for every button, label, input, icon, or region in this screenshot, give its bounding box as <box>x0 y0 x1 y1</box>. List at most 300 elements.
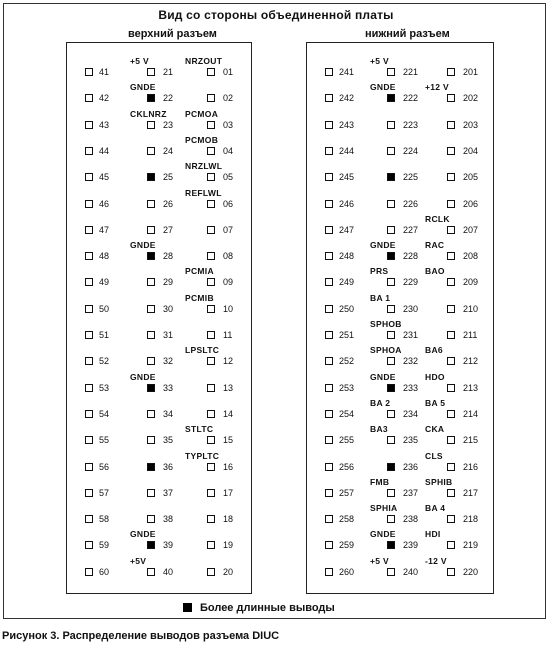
pin-number: 205 <box>463 172 479 183</box>
pin-square <box>325 515 333 523</box>
pin-number: 249 <box>339 277 355 288</box>
pin-number: 248 <box>339 251 355 262</box>
pin-number: 07 <box>223 224 234 235</box>
pin-number: 247 <box>339 224 355 235</box>
pin-number: 219 <box>463 540 479 551</box>
pin-square <box>447 568 455 576</box>
pin-square <box>207 121 215 129</box>
lower-pin-row <box>307 424 493 450</box>
pin-square <box>207 200 215 208</box>
long-pin-square <box>147 252 155 260</box>
pin-square <box>387 278 395 286</box>
signal-label: GNDE <box>130 82 156 93</box>
pin-square <box>325 121 333 129</box>
pin-number: 02 <box>223 93 234 104</box>
lower-pin-row <box>307 555 493 582</box>
pin-number: 44 <box>99 145 110 156</box>
pin-number: 212 <box>463 356 479 367</box>
pin-number: 224 <box>403 145 419 156</box>
pin-square <box>447 489 455 497</box>
signal-label: +5 V <box>370 555 389 566</box>
pin-square <box>207 94 215 102</box>
pin-square <box>325 173 333 181</box>
pin-number: 244 <box>339 145 355 156</box>
pin-square <box>387 568 395 576</box>
long-pin-square <box>147 94 155 102</box>
figure-title: Вид со стороны объединенной платы <box>158 8 394 22</box>
pin-number: 33 <box>163 382 174 393</box>
pin-square <box>147 68 155 76</box>
pin-square <box>147 515 155 523</box>
pin-number: 36 <box>163 461 174 472</box>
pin-number: 253 <box>339 382 355 393</box>
pin-number: 223 <box>403 119 419 130</box>
pin-square <box>325 541 333 549</box>
pin-square <box>207 278 215 286</box>
lower-pin-row <box>307 196 493 214</box>
signal-label: RCLK <box>425 213 450 224</box>
signal-label: +12 V <box>425 82 449 93</box>
pin-square <box>325 226 333 234</box>
pin-square <box>147 305 155 313</box>
pin-number: 227 <box>403 224 419 235</box>
pin-number: 240 <box>403 566 419 577</box>
lower-pin-row <box>307 529 493 555</box>
long-pin-square <box>147 384 155 392</box>
pin-number: 254 <box>339 408 355 419</box>
pin-number: 243 <box>339 119 355 130</box>
pin-number: 218 <box>463 514 479 525</box>
upper-pin-row <box>67 292 251 319</box>
upper-pin-row <box>67 371 251 398</box>
lower-pin-row <box>307 240 493 266</box>
long-pin-square <box>387 252 395 260</box>
pin-square <box>147 410 155 418</box>
upper-pin-row <box>67 266 251 292</box>
pin-number: 232 <box>403 356 419 367</box>
pin-number: 59 <box>99 540 110 551</box>
pin-square <box>147 489 155 497</box>
signal-label: GNDE <box>370 82 396 93</box>
pin-square <box>147 331 155 339</box>
right-connector-header: нижний разъем <box>365 28 450 40</box>
pin-square <box>85 541 93 549</box>
signal-label: PCMOA <box>185 108 219 119</box>
pin-square <box>447 68 455 76</box>
pin-number: 53 <box>99 382 110 393</box>
pin-square <box>325 94 333 102</box>
pin-number: 15 <box>223 435 234 446</box>
pin-square <box>447 410 455 418</box>
long-pin-square <box>147 541 155 549</box>
pin-square <box>207 357 215 365</box>
pin-square <box>325 252 333 260</box>
pin-number: 39 <box>163 540 174 551</box>
pin-square <box>207 68 215 76</box>
pin-number: 211 <box>463 330 478 340</box>
signal-label: BA3 <box>370 424 388 435</box>
pin-number: 238 <box>403 514 419 525</box>
pin-square <box>447 463 455 471</box>
pin-number: 40 <box>163 566 174 577</box>
pin-square <box>207 384 215 392</box>
pin-number: 207 <box>463 224 479 235</box>
pin-square <box>85 331 93 339</box>
pin-number: 235 <box>403 435 419 446</box>
pin-number: 237 <box>403 487 419 498</box>
pin-number: 16 <box>223 461 234 472</box>
signal-label: +5 V <box>130 56 149 66</box>
lower-pin-row <box>307 476 493 503</box>
pin-square <box>207 252 215 260</box>
signal-label: BAO <box>425 266 445 277</box>
pin-square <box>85 436 93 444</box>
pin-number: 56 <box>99 461 110 472</box>
pin-number: 12 <box>223 356 234 367</box>
pin-number: 50 <box>99 303 110 314</box>
pin-number: 21 <box>163 67 174 77</box>
pin-number: 32 <box>163 356 174 367</box>
signal-label: SPHOB <box>370 319 402 329</box>
pin-square <box>207 331 215 339</box>
pin-number: 206 <box>463 198 479 209</box>
signal-label: FMB <box>370 476 390 487</box>
pin-number: 31 <box>163 330 174 340</box>
pin-number: 30 <box>163 303 174 314</box>
upper-pin-row <box>67 56 251 82</box>
pin-square <box>207 410 215 418</box>
pin-square <box>85 200 93 208</box>
pin-square <box>85 68 93 76</box>
pin-number: 14 <box>223 408 234 419</box>
pin-number: 216 <box>463 461 479 472</box>
figure-caption: Рисунок 3. Распределение выводов разъема DIUC <box>2 630 280 642</box>
pin-number: 19 <box>223 540 234 551</box>
signal-label: SPHIB <box>425 476 453 487</box>
pin-square <box>447 278 455 286</box>
pin-square <box>147 568 155 576</box>
pin-square <box>325 278 333 286</box>
pin-number: 52 <box>99 356 110 367</box>
pin-number: 09 <box>223 277 234 288</box>
pin-square <box>325 305 333 313</box>
pin-number: 259 <box>339 540 355 551</box>
pin-square <box>447 173 455 181</box>
pin-number: 210 <box>463 303 479 314</box>
pin-square <box>207 489 215 497</box>
pin-number: 48 <box>99 251 110 262</box>
pin-square <box>147 200 155 208</box>
pin-square <box>325 200 333 208</box>
pin-square <box>387 305 395 313</box>
lower-pin-row <box>307 345 493 371</box>
lower-pin-row <box>307 371 493 398</box>
lower-pin-row <box>307 292 493 319</box>
pin-number: 221 <box>403 67 419 77</box>
long-pin-square <box>147 463 155 471</box>
pin-square <box>387 226 395 234</box>
pin-square <box>447 94 455 102</box>
pin-square <box>85 515 93 523</box>
signal-label: CKA <box>425 424 445 435</box>
pin-square <box>447 357 455 365</box>
pin-number: 201 <box>463 67 479 77</box>
pin-number: 43 <box>99 119 110 130</box>
pin-number: 256 <box>339 461 355 472</box>
signal-label: +5V <box>130 555 147 566</box>
pin-square <box>447 226 455 234</box>
pin-number: 37 <box>163 487 174 498</box>
pin-square <box>85 305 93 313</box>
upper-pin-row <box>67 511 251 529</box>
signal-label: BA 2 <box>370 397 391 408</box>
pin-number: 208 <box>463 251 479 262</box>
pin-square <box>85 121 93 129</box>
pin-square <box>387 436 395 444</box>
pin-square <box>147 147 155 155</box>
signal-label: HDO <box>425 371 445 382</box>
pin-number: 35 <box>163 435 174 446</box>
pin-square <box>207 173 215 181</box>
pin-square <box>207 305 215 313</box>
pin-number: 202 <box>463 93 479 104</box>
pin-square <box>387 147 395 155</box>
pin-square <box>387 200 395 208</box>
pin-square <box>447 147 455 155</box>
pin-square <box>85 463 93 471</box>
lower-pin-row <box>307 397 493 424</box>
pin-number: 41 <box>99 67 110 77</box>
legend-label: Более длинные выводы <box>200 602 335 614</box>
pin-number: 24 <box>163 145 174 156</box>
pin-number: 51 <box>99 330 110 340</box>
signal-label: GNDE <box>370 240 396 251</box>
signal-label: TYPLTC <box>185 450 220 461</box>
pin-number: 225 <box>403 172 419 183</box>
pin-number: 222 <box>403 93 419 104</box>
signal-label: NRZOUT <box>185 56 223 66</box>
pin-number: 46 <box>99 198 110 209</box>
upper-pin-row <box>67 82 251 108</box>
pin-square <box>387 489 395 497</box>
pin-number: 20 <box>223 566 234 577</box>
pin-number: 04 <box>223 145 234 156</box>
pin-number: 27 <box>163 224 174 235</box>
signal-label: -12 V <box>425 555 447 566</box>
pin-number: 01 <box>223 67 234 77</box>
pin-square <box>447 200 455 208</box>
signal-label: GNDE <box>130 529 156 540</box>
pin-number: 203 <box>463 119 479 130</box>
pin-number: 260 <box>339 566 355 577</box>
pin-number: 239 <box>403 540 419 551</box>
lower-pin-row <box>307 56 493 82</box>
pin-square <box>147 436 155 444</box>
pin-number: 241 <box>339 67 355 77</box>
pin-square <box>85 147 93 155</box>
pin-square <box>447 384 455 392</box>
signal-label: GNDE <box>130 371 156 382</box>
pin-square <box>447 541 455 549</box>
signal-label: GNDE <box>370 371 396 382</box>
lower-pin-row <box>307 117 493 135</box>
pin-number: 57 <box>99 487 110 498</box>
signal-label: BA 4 <box>425 503 446 514</box>
pin-square <box>447 331 455 339</box>
pin-number: 236 <box>403 461 419 472</box>
lower-pin-row <box>307 143 493 161</box>
signal-label: GNDE <box>370 529 396 540</box>
upper-pin-row <box>67 424 251 450</box>
signal-label: CLS <box>425 450 443 461</box>
upper-pin-row <box>67 406 251 424</box>
pin-square <box>447 121 455 129</box>
signal-label: SPHOA <box>370 345 402 356</box>
pin-square <box>85 278 93 286</box>
pin-square <box>147 357 155 365</box>
signal-label: REFLWL <box>185 187 222 198</box>
pin-number: 220 <box>463 566 479 577</box>
pin-number: 209 <box>463 277 479 288</box>
pin-number: 45 <box>99 172 110 183</box>
upper-pin-row <box>67 327 251 345</box>
pin-number: 42 <box>99 93 110 104</box>
pin-square <box>387 357 395 365</box>
pin-square <box>85 357 93 365</box>
pin-square <box>85 568 93 576</box>
signal-label: BA 1 <box>370 292 391 303</box>
pin-number: 54 <box>99 408 110 419</box>
pin-number: 10 <box>223 303 234 314</box>
signal-label: +5 V <box>370 56 389 66</box>
long-pin-square <box>387 384 395 392</box>
pin-number: 08 <box>223 251 234 262</box>
pin-square <box>207 515 215 523</box>
filled-square-icon <box>183 603 192 612</box>
long-pin-square <box>387 541 395 549</box>
pin-number: 229 <box>403 277 419 288</box>
pin-number: 47 <box>99 224 110 235</box>
pin-number: 17 <box>223 487 234 498</box>
legend <box>183 602 335 614</box>
pin-square <box>85 410 93 418</box>
pin-square <box>85 384 93 392</box>
pin-square <box>207 463 215 471</box>
lower-pin-row <box>307 319 493 345</box>
upper-pin-row <box>67 108 251 135</box>
pin-number: 217 <box>463 487 479 498</box>
pin-square <box>325 384 333 392</box>
pin-number: 258 <box>339 514 355 525</box>
pin-square <box>147 278 155 286</box>
pin-square <box>85 226 93 234</box>
pin-square <box>387 121 395 129</box>
pin-square <box>387 410 395 418</box>
pin-square <box>85 173 93 181</box>
upper-pin-row <box>67 222 251 240</box>
pin-number: 245 <box>339 172 355 183</box>
pin-number: 18 <box>223 514 234 525</box>
upper-pin-row <box>67 450 251 477</box>
pin-square <box>207 541 215 549</box>
signal-label: PCMIB <box>185 292 214 303</box>
pin-square <box>207 147 215 155</box>
pin-number: 215 <box>463 435 479 446</box>
upper-pin-row <box>67 485 251 503</box>
pin-square <box>85 252 93 260</box>
pin-square <box>325 436 333 444</box>
pin-number: 250 <box>339 303 355 314</box>
signal-label: RAC <box>425 240 445 251</box>
pin-square <box>325 68 333 76</box>
pin-number: 03 <box>223 119 234 130</box>
pin-square <box>387 68 395 76</box>
signal-label: PCMOB <box>185 134 219 145</box>
pin-square <box>447 305 455 313</box>
lower-pin-row <box>307 213 493 240</box>
pin-square <box>325 568 333 576</box>
long-pin-square <box>147 173 155 181</box>
upper-pin-row <box>67 555 251 582</box>
pin-square <box>325 489 333 497</box>
signal-label: STLTC <box>185 424 214 435</box>
pin-number: 246 <box>339 198 355 209</box>
pin-number: 251 <box>339 330 355 340</box>
pin-square <box>147 121 155 129</box>
signal-label: HDI <box>425 529 441 540</box>
pin-number: 58 <box>99 514 110 525</box>
pin-number: 228 <box>403 251 419 262</box>
signal-label: BA6 <box>425 345 443 356</box>
signal-label: GNDE <box>130 240 156 251</box>
pin-number: 34 <box>163 408 174 419</box>
pin-number: 204 <box>463 145 479 156</box>
pin-number: 49 <box>99 277 110 288</box>
long-pin-square <box>387 463 395 471</box>
pin-number: 13 <box>223 382 234 393</box>
pin-number: 226 <box>403 198 419 209</box>
pin-square <box>325 331 333 339</box>
pin-number: 28 <box>163 251 174 262</box>
pin-square <box>325 357 333 365</box>
pin-square <box>207 436 215 444</box>
pin-number: 242 <box>339 93 355 104</box>
pin-number: 60 <box>99 566 110 577</box>
signal-label: SPHIA <box>370 503 398 514</box>
pin-number: 231 <box>403 330 419 340</box>
upper-pin-row <box>67 134 251 161</box>
signal-label: LPSLTC <box>185 345 220 356</box>
pin-square <box>325 147 333 155</box>
pin-square <box>85 94 93 102</box>
signal-label: CKLNRZ <box>130 108 167 119</box>
pin-number: 38 <box>163 514 174 525</box>
pin-square <box>325 463 333 471</box>
signal-label: NRZLWL <box>185 161 223 172</box>
pin-number: 26 <box>163 198 174 209</box>
pin-square <box>387 331 395 339</box>
long-pin-square <box>387 173 395 181</box>
pin-number: 06 <box>223 198 234 209</box>
pin-number: 25 <box>163 172 174 183</box>
pin-number: 23 <box>163 119 174 130</box>
signal-label: PRS <box>370 266 389 277</box>
pin-number: 255 <box>339 435 355 446</box>
pin-number: 234 <box>403 408 419 419</box>
left-connector-header: верхний разъем <box>128 28 217 40</box>
pin-number: 213 <box>463 382 479 393</box>
pin-number: 29 <box>163 277 174 288</box>
